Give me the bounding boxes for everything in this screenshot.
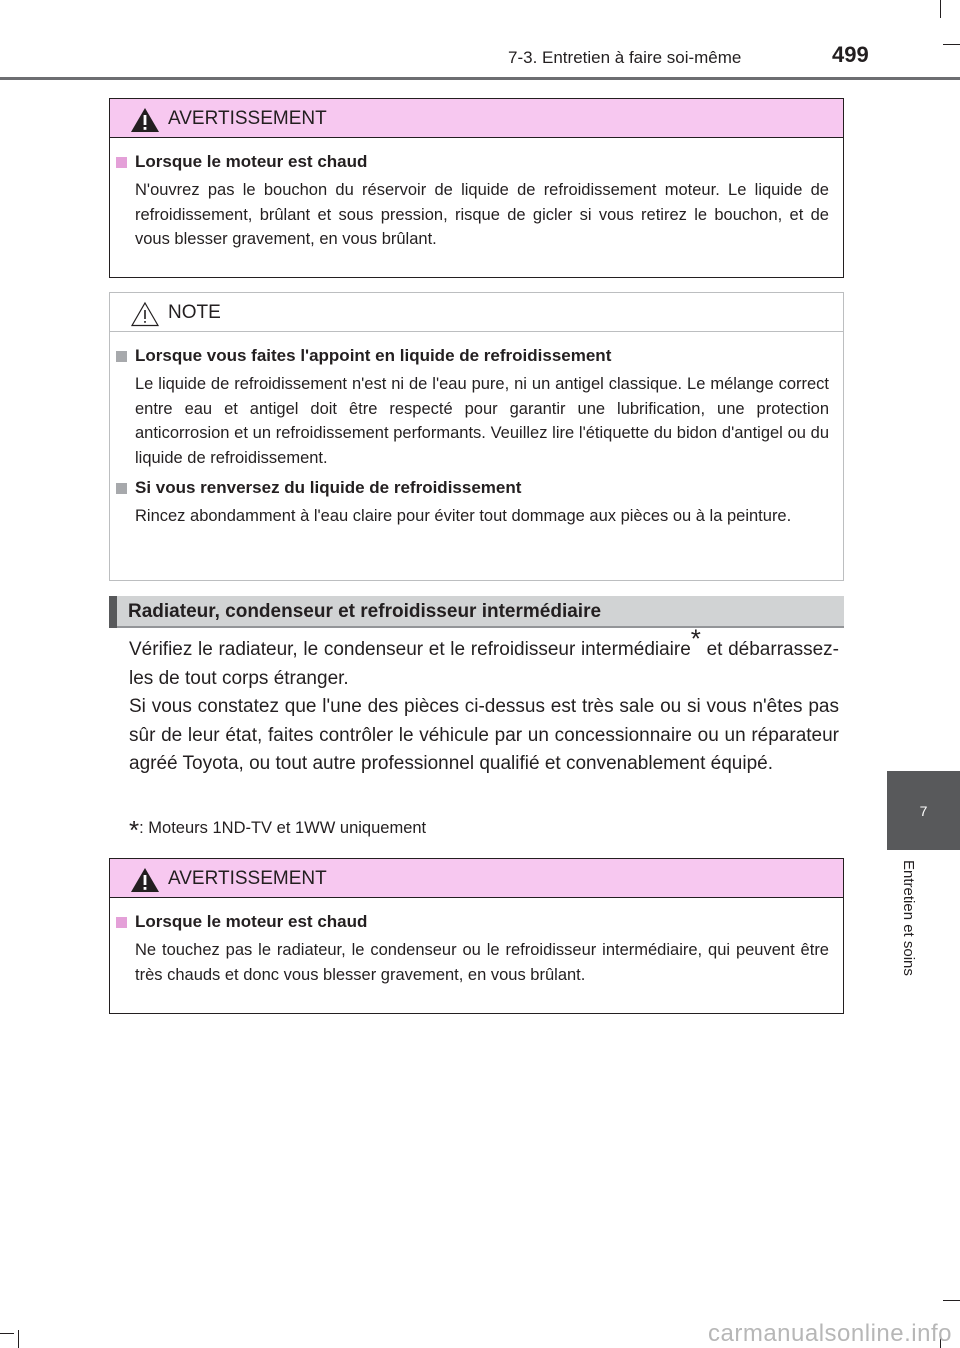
note-item-title [116, 346, 829, 366]
note-title: NOTE [168, 302, 221, 323]
chapter-tab [887, 771, 960, 850]
paragraph-text: Vérifiez le radiateur, le condenseur et le refroidisseur intermédiaire [129, 639, 691, 660]
warning-triangle-icon [130, 107, 160, 133]
page-number: 499 [832, 42, 869, 67]
bullet-square-icon [116, 157, 127, 168]
note-item-title-text: Si vous renversez du liquide de refroidissement [135, 478, 522, 497]
warning-title: AVERTISSEMENT [168, 108, 327, 129]
chapter-number: 7 [919, 802, 928, 819]
paragraph [129, 623, 839, 693]
note-body [110, 332, 843, 547]
footnote-star: * [129, 815, 140, 845]
warning-item-title-text: Lorsque le moteur est chaud [135, 152, 368, 171]
note-item-text: Rincez abondamment à l'eau claire pour éviter tout dommage aux pièces ou à la peinture. [135, 507, 792, 525]
section-title: Radiateur, condenseur et refroidisseur intermédiaire [128, 601, 602, 622]
section-body [129, 623, 839, 779]
warning-box [109, 858, 844, 1014]
note-item-title [116, 478, 829, 498]
crop-mark [0, 1333, 14, 1334]
warning-item-title-text: Lorsque le moteur est chaud [135, 912, 368, 931]
caution-triangle-icon [130, 301, 160, 327]
warning-header [110, 99, 843, 138]
warning-item-text: N'ouvrez pas le bouchon du réservoir de liquide de refroidissement moteur. Le liquide de refroidissement, brûlant et sous pression, risque de gicler si vous retirez le bouchon, et de vous blesser gravement, en vous brûlant. [135, 181, 829, 248]
warning-title: AVERTISSEMENT [168, 868, 327, 889]
section-header: 7-3. Entretien à faire soi-même [508, 48, 742, 67]
paragraph: Si vous constatez que l'une des pièces ci-dessus est très sale ou si vous n'êtes pas sûr de leur état, faites contrôler le véhicule par un concessionnaire ou un réparateur agréé Toyota, ou tout autre professionnel qualifié et convenablement équipé. [129, 696, 839, 774]
section-accent [109, 596, 117, 628]
paragraph-text: et débarrassez-les de tout corps étranger. [129, 639, 839, 689]
crop-mark [940, 0, 941, 18]
section-heading-bar [109, 596, 844, 628]
warning-triangle-icon [130, 867, 160, 893]
footnote-star: * [690, 623, 701, 654]
note-item-title-text: Lorsque vous faites l'appoint en liquide de refroidissement [135, 346, 612, 365]
crop-mark [943, 44, 960, 45]
warning-item-text: Ne touchez pas le radiateur, le condenseur ou le refroidisseur intermédiaire, qui peuvent être très chauds et donc vous blesser gravement, en vous brûlant. [135, 941, 829, 984]
warning-body [110, 138, 843, 270]
bullet-square-icon [116, 351, 127, 362]
bullet-square-icon [116, 483, 127, 494]
footnote [129, 815, 426, 846]
bullet-square-icon [116, 917, 127, 928]
crop-mark [943, 1300, 960, 1301]
header-divider [0, 77, 960, 80]
note-box [109, 292, 844, 581]
chapter-title: Entretien et soins [900, 860, 917, 976]
footnote-text: : Moteurs 1ND-TV et 1WW uniquement [139, 819, 427, 837]
note-item-text: Le liquide de refroidissement n'est ni de l'eau pure, ni un antigel classique. Le mélange correct entre eau et antigel doit être respecté pour garantir une lubrification, une protection anticorrosion et un refroidissement performants. Veuillez lire l'étiquette du bidon d'antigel ou du liquide de refroidissement. [135, 375, 829, 467]
warning-header [110, 859, 843, 898]
warning-item-title [116, 912, 829, 932]
warning-box [109, 98, 844, 278]
warning-body [110, 898, 843, 1005]
watermark: carmanualsonline.info [708, 1320, 952, 1347]
note-header [110, 293, 843, 332]
warning-item-title [116, 152, 829, 172]
crop-mark [18, 1330, 19, 1348]
